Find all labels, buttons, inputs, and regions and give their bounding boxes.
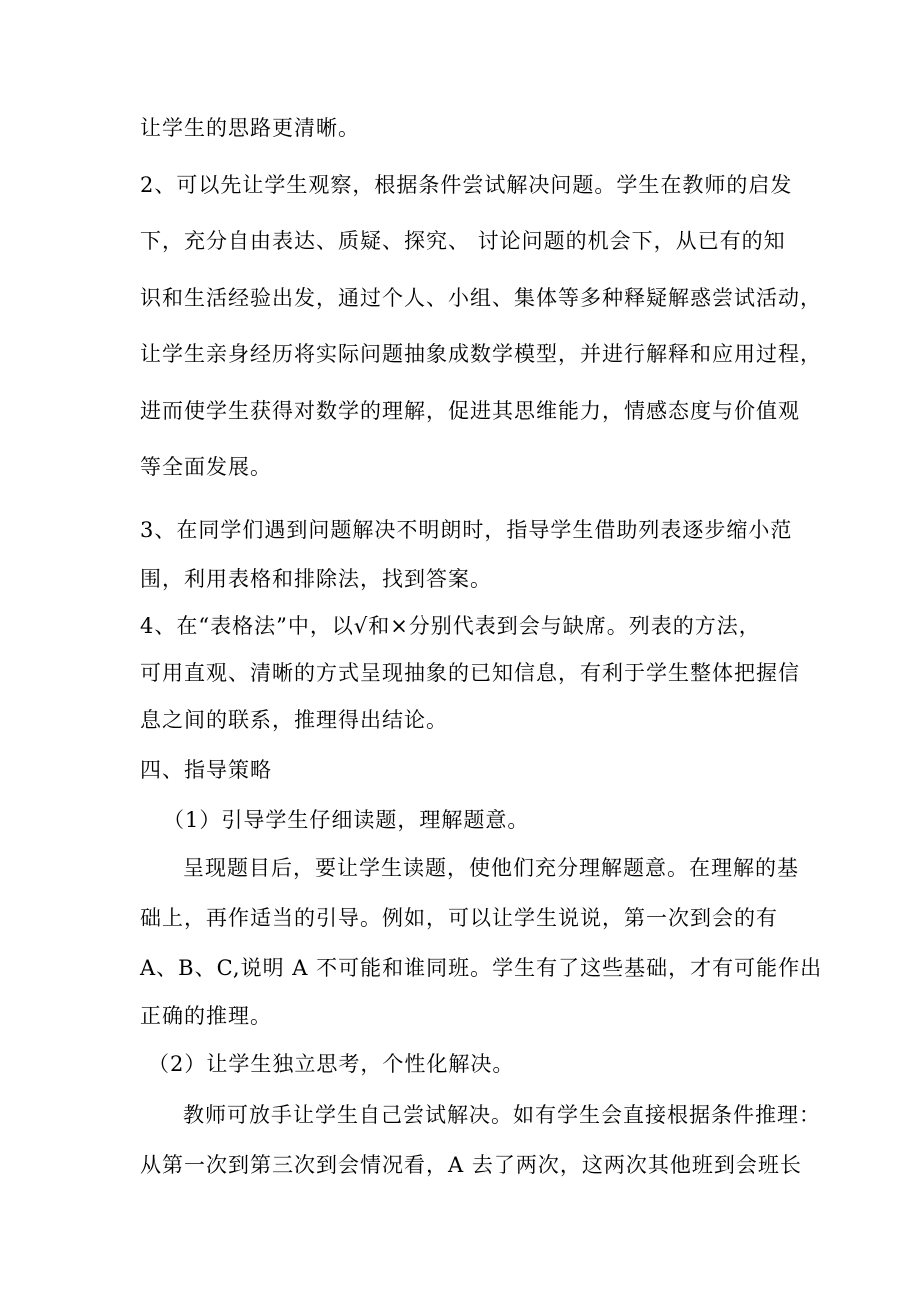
paragraph-line: 础上，再作适当的引导。例如，可以让学生说说，第一次到会的有 <box>140 906 778 930</box>
paragraph-line: 识和生活经验出发，通过个人、小组、集体等多种释疑解惑尝试活动， <box>140 286 822 310</box>
section-heading: 四、指导策略 <box>140 758 272 782</box>
paragraph-line: 息之间的联系，推理得出结论。 <box>140 708 448 732</box>
paragraph-line: 可用直观、清晰的方式呈现抽象的已知信息，有利于学生整体把握信 <box>140 661 800 685</box>
paragraph-line: 正确的推理。 <box>140 1004 272 1028</box>
subsection-heading: （1）引导学生仔细读题，理解题意。 <box>163 808 530 832</box>
paragraph-line: 呈现题目后，要让学生读题，使他们充分理解题意。在理解的基 <box>183 856 799 880</box>
paragraph-line: 让学生的思路更清晰。 <box>140 116 360 140</box>
paragraph-line: 从第一次到第三次到会情况看，A 去了两次，这两次其他班到会班长 <box>140 1153 802 1177</box>
paragraph-line: 教师可放手让学生自己尝试解决。如有学生会直接根据条件推理： <box>183 1103 821 1127</box>
paragraph-line: 进而使学生获得对数学的理解，促进其思维能力，情感态度与价值观 <box>140 399 800 423</box>
paragraph-line: 等全面发展。 <box>140 455 272 479</box>
paragraph-line: 2、可以先让学生观察，根据条件尝试解决问题。学生在教师的启发 <box>140 173 793 197</box>
paragraph-line: 围，利用表格和排除法，找到答案。 <box>140 567 492 591</box>
paragraph-line: 4、在“表格法”中，以√和×分别代表到会与缺席。列表的方法， <box>140 614 761 638</box>
paragraph-line: 下，充分自由表达、质疑、探究、 讨论问题的机会下，从已有的知 <box>140 229 786 253</box>
paragraph-line: A、B、C,说明 A 不可能和谁同班。学生有了这些基础，才有可能作出 <box>140 956 823 980</box>
paragraph-line: 让学生亲身经历将实际问题抽象成数学模型，并进行解释和应用过程， <box>140 342 822 366</box>
subsection-heading: （2）让学生独立思考，个性化解决。 <box>148 1052 515 1076</box>
paragraph-line: 3、在同学们遇到问题解决不明朗时，指导学生借助列表逐步缩小范 <box>140 518 793 542</box>
